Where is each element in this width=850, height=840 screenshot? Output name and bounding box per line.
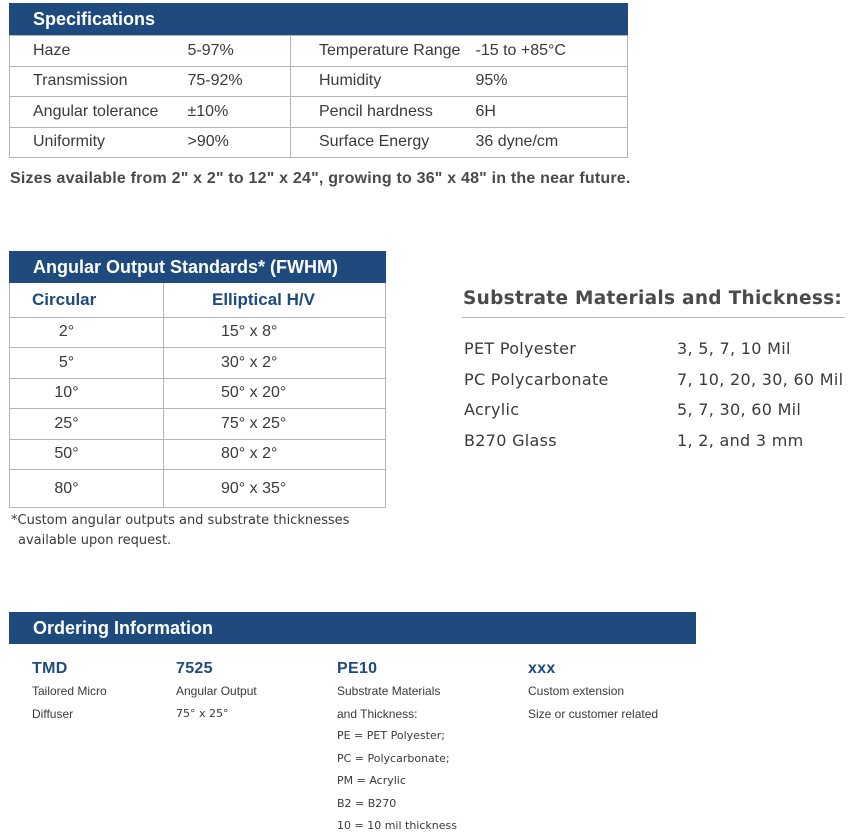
column-header-circular: Circular	[10, 283, 164, 317]
substrate-material: PET Polyester	[464, 339, 577, 358]
table-row	[10, 317, 386, 348]
spec-value: 95%	[476, 66, 628, 97]
ordering-custom-column	[528, 658, 658, 725]
elliptical-value: 80° x 2°	[164, 439, 386, 470]
circular-value: 25°	[10, 409, 164, 440]
substrate-code-item: 10 = 10 mil thickness	[337, 819, 457, 832]
ordering-angular-column	[176, 658, 257, 725]
circular-value: 50°	[10, 439, 164, 470]
circular-value: 80°	[10, 470, 164, 508]
note-line: available upon request.	[18, 533, 172, 548]
ordering-substrate-column	[337, 658, 457, 838]
substrate-thickness: 5, 7, 30, 60 Mil	[677, 400, 802, 419]
spec-property: Surface Energy	[291, 127, 476, 158]
substrate-code-item: PM = Acrylic	[337, 774, 406, 787]
spec-property: Angular tolerance	[10, 97, 188, 128]
spec-value: >90%	[188, 127, 291, 158]
elliptical-value: 15° x 8°	[164, 317, 386, 348]
substrate-thickness: 3, 5, 7, 10 Mil	[677, 339, 791, 358]
specifications-banner	[9, 3, 628, 35]
substrate-row	[464, 431, 850, 450]
specifications-table	[9, 35, 628, 158]
ordering-code: xxx	[528, 660, 556, 677]
substrate-code-item: B2 = B270	[337, 796, 397, 810]
angular-output-table	[9, 283, 386, 508]
spec-value: -15 to +85°C	[476, 36, 628, 67]
table-row	[10, 470, 386, 508]
substrate-code-item: PC = Polycarbonate;	[337, 751, 450, 765]
substrate-row	[464, 370, 850, 389]
circular-value: 5°	[10, 348, 164, 379]
ordering-description: Diffuser	[32, 706, 74, 721]
substrate-material: Acrylic	[464, 400, 520, 419]
circular-value: 2°	[10, 317, 164, 348]
ordering-description: Angular Output	[176, 684, 257, 698]
elliptical-value: 50° x 20°	[164, 378, 386, 409]
spec-property: Pencil hardness	[291, 97, 476, 128]
angular-output-banner	[9, 251, 386, 283]
table-row	[10, 97, 628, 128]
substrate-code-item: PE = PET Polyester;	[337, 729, 445, 742]
substrate-title: Substrate Materials and Thickness:	[463, 288, 843, 309]
spec-value: 36 dyne/cm	[476, 127, 628, 158]
ordering-tmd-column	[32, 658, 107, 725]
table-row	[10, 439, 386, 470]
spec-value: ±10%	[188, 97, 291, 128]
table-row	[10, 36, 628, 67]
spec-property: Temperature Range	[291, 36, 476, 67]
spec-value: 75-92%	[188, 66, 291, 97]
ordering-code: 7525	[176, 660, 213, 677]
custom-request-note	[11, 511, 349, 551]
substrate-row	[464, 339, 850, 358]
angular-output-title: Angular Output Standards* (FWHM)	[33, 256, 338, 277]
ordering-description: Tailored Micro	[32, 684, 107, 698]
divider	[462, 317, 845, 318]
substrate-material: B270 Glass	[464, 431, 557, 450]
spec-property: Haze	[10, 36, 188, 67]
table-row	[10, 127, 628, 158]
specifications-title: Specifications	[33, 8, 156, 29]
table-row	[10, 348, 386, 379]
spec-value: 5-97%	[188, 36, 291, 67]
table-row	[10, 378, 386, 409]
substrate-row	[464, 400, 850, 419]
spec-property: Humidity	[291, 66, 476, 97]
sizes-note: Sizes available from 2" x 2" to 12" x 24", growing to 36" x 48" in the near future.	[10, 170, 631, 187]
ordering-banner	[9, 612, 696, 644]
elliptical-value: 90° x 35°	[164, 470, 386, 508]
ordering-description: Size or customer related	[528, 706, 659, 721]
ordering-title: Ordering Information	[33, 617, 213, 638]
circular-value: 10°	[10, 378, 164, 409]
substrate-thickness: 7, 10, 20, 30, 60 Mil	[677, 370, 844, 389]
note-line: *Custom angular outputs and substrate thicknesses	[11, 513, 350, 528]
spec-property: Uniformity	[10, 127, 188, 158]
ordering-description: 75° x 25°	[176, 706, 229, 720]
spec-property: Transmission	[10, 66, 188, 97]
table-row	[10, 66, 628, 97]
ordering-description: and Thickness:	[337, 706, 418, 721]
table-row	[10, 409, 386, 440]
column-header-elliptical: Elliptical H/V	[164, 283, 386, 317]
ordering-description: Substrate Materials	[337, 684, 441, 698]
table-header-row	[10, 283, 386, 317]
ordering-code: TMD	[32, 660, 68, 677]
elliptical-value: 75° x 25°	[164, 409, 386, 440]
substrate-material: PC Polycarbonate	[464, 370, 609, 389]
ordering-code: PE10	[337, 660, 378, 677]
spec-value: 6H	[476, 97, 628, 128]
elliptical-value: 30° x 2°	[164, 348, 386, 379]
substrate-thickness: 1, 2, and 3 mm	[677, 431, 804, 450]
ordering-description: Custom extension	[528, 684, 625, 698]
